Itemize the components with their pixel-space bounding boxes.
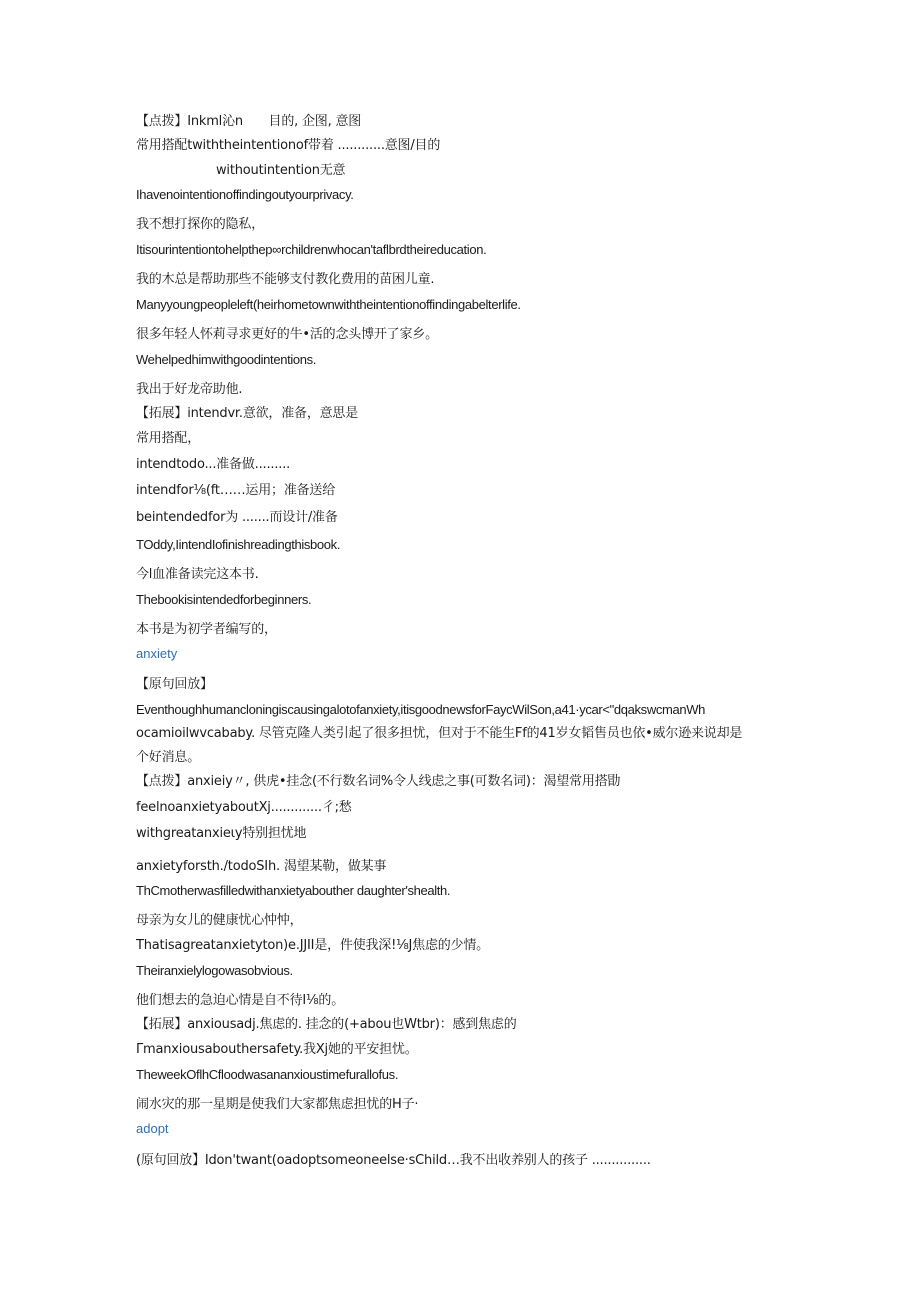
example-en: Wehelpedhimwithgoodintentions. [136,352,317,367]
example-cn: 我出于好龙帝助他. [136,382,243,397]
collocation-line: withoutintention无意 [216,163,346,178]
original-sentence: 个好消息。 [136,750,201,765]
original-sentence: (原句回放】Idon'twant(oadoptsomeoneelse·sChild…我不出收养别人的孩子 ............... [136,1153,651,1168]
collocation-label: 常用搭配， [136,431,201,446]
example-en: TOddy,IintendIofinishreadingthisbook. [136,537,341,552]
example-cn: 我的木总是帮助那些不能够支付教化费用的苗困儿童. [136,272,435,287]
example-en: ThCmotherwasfilledwithanxietyabouther daughter'shealth. [136,883,451,898]
example-cn: 闹水灾的那一星期是使我们大家都焦虑担忧的H子· [136,1097,419,1112]
example-cn: 他们想去的急迫心情是自不待I⅛的。 [136,993,345,1008]
example-mixed: Thatisagreatanxietyton)e.JJII是，件使我深!⅛J焦虑的少情。 [136,938,489,953]
example-cn: 母亲为女儿的健康忧心忡忡， [136,913,303,928]
example-en: TheweekOflhCfloodwasananxioustimefurallofus. [136,1067,399,1082]
original-sentence-label: 【原句回放】 [136,677,213,692]
collocation-line: intendfor⅛(ft……运用；准备送给 [136,483,336,498]
word-heading-anxiety: anxiety [136,646,178,661]
example-en: Thebookisintendedforbeginners. [136,592,312,607]
example-cn: 今l血准备读完这本书. [136,567,259,582]
collocation-line: beintendedfor为 .......而设计/准备 [136,510,338,525]
example-cn: 我不想打探你的隐私， [136,217,265,232]
collocation-line: 常用搭配twiththeintentionof带着 ............意图/目的 [136,138,441,153]
collocation-line: intendtodo...准备做......... [136,457,291,472]
example-en: Manyyoungpeopleleft(heirhometownwiththeintentionoffindingabelterlife. [136,297,521,312]
example-mixed: Γmanxiousabouthersafety.我Xj她的平安担忧。 [136,1042,418,1057]
example-en: Theiranxielylogowasobvious. [136,963,293,978]
extension-anxious-heading: 【拓展】anxiousadj.焦虑的. 挂念的(+abou也Wtbr)：感到焦虑的 [136,1017,517,1032]
original-sentence: ocamioilwvcababy. 尽管克隆人类引起了很多担忧，但对于不能生Ff的41岁女韬售员也依•威尔逊来说却是 [136,726,743,741]
example-en: Itisourintentiontohelpthep∞rchildrenwhocan'taflbrdtheireducation. [136,242,487,257]
collocation-line: feelnoanxietyaboutXj.............彳;愁 [136,800,352,815]
tip-intention-heading: 【点拨】Inkml沁n 目的, 企图, 意图 [136,114,362,129]
collocation-line: anxietyforsth./todoSIh. 渴望某勒，做某事 [136,859,387,874]
example-cn: 本书是为初学者编写的， [136,622,277,637]
extension-intend-heading: 【拓展】intendvr.意欲，准备，意思是 [136,406,359,421]
collocation-line: withgreatanxieιy特别担忧地 [136,826,307,841]
example-en: Ihavenointentionoffindingoutyourprivacy. [136,187,354,202]
tip-anxiety-heading: 【点拨】anxieiy〃, 供虎•挂念(不行数名词%令人线虑之事(可数名词)：渴望常用搭勖 [136,774,621,789]
word-heading-adopt: adopt [136,1121,169,1136]
example-cn: 很多年轻人怀莉寻求更好的牛•活的念头博开了家乡。 [136,327,438,342]
original-sentence: Eventhoughhumancloningiscausingalotofanxiety,itisgoodnewsforFaycWilSon,a41·ycar<"dqakswcmanWh [136,702,706,717]
